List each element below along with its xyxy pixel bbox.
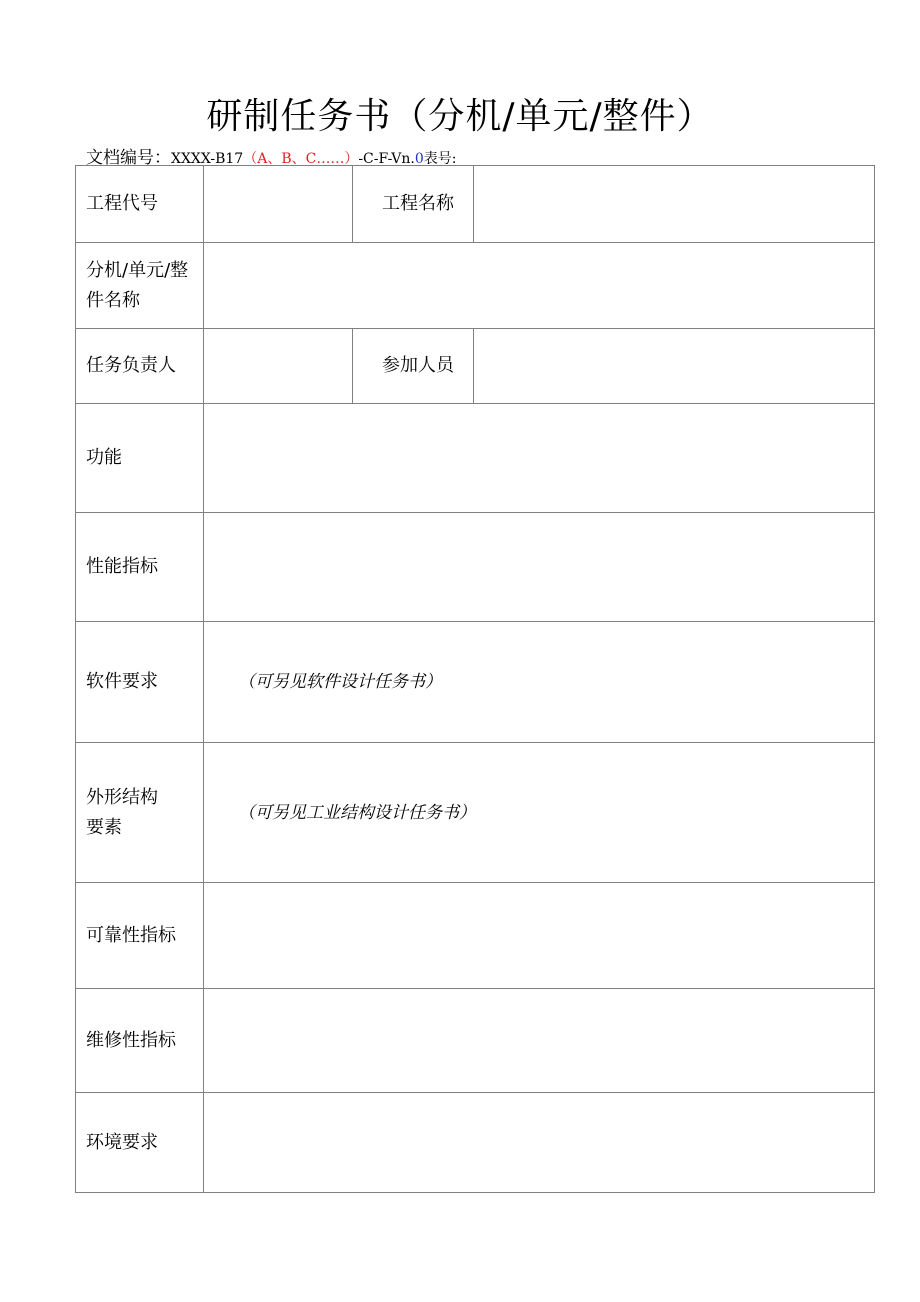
row-project	[76, 166, 875, 243]
project-code-field[interactable]	[204, 166, 353, 243]
doc-number-suffix: -C-F-Vn.	[358, 151, 415, 167]
environment-label: 环境要求	[76, 1093, 204, 1193]
doc-number-variants: （A、B、C……）	[243, 151, 359, 167]
form-number-label: 表号:	[423, 151, 457, 167]
project-code-label: 工程代号	[76, 166, 204, 243]
software-note: （可另见软件设计任务书）	[238, 672, 442, 692]
doc-number-prefix: XXXX-B17	[171, 151, 244, 167]
participants-label: 参加人员	[353, 329, 474, 404]
performance-field[interactable]	[204, 513, 875, 622]
maintainability-label: 维修性指标	[76, 989, 204, 1093]
unit-name-label	[76, 243, 204, 329]
doc-number-label: 文档编号：	[86, 148, 171, 168]
software-label: 软件要求	[76, 622, 204, 743]
unit-name-label-text: 分机/单元/整件名称	[86, 259, 189, 311]
task-owner-field[interactable]	[204, 329, 353, 404]
row-personnel	[76, 329, 875, 404]
project-name-field[interactable]	[474, 166, 875, 243]
reliability-field[interactable]	[204, 883, 875, 989]
task-owner-label: 任务负责人	[76, 329, 204, 404]
environment-field[interactable]	[204, 1093, 875, 1193]
row-environment	[76, 1093, 875, 1193]
project-name-label: 工程名称	[353, 166, 474, 243]
maintainability-field[interactable]	[204, 989, 875, 1093]
row-software	[76, 622, 875, 743]
row-maintainability	[76, 989, 875, 1093]
row-function	[76, 404, 875, 513]
structure-note: （可另见工业结构设计任务书）	[238, 802, 476, 823]
unit-name-field[interactable]	[204, 243, 875, 329]
row-unit-name	[76, 243, 875, 329]
structure-label-text: 外形结构要素	[86, 786, 158, 838]
document-title: 研制任务书（分机/单元/整件）	[206, 96, 714, 137]
participants-field[interactable]	[474, 329, 875, 404]
structure-label	[76, 743, 204, 883]
structure-field[interactable]	[204, 743, 875, 883]
row-performance	[76, 513, 875, 622]
doc-number-version: 0	[414, 151, 424, 167]
performance-label: 性能指标	[76, 513, 204, 622]
reliability-label: 可靠性指标	[76, 883, 204, 989]
task-form-table	[75, 165, 875, 1193]
row-structure	[76, 743, 875, 883]
function-label: 功能	[76, 404, 204, 513]
function-field[interactable]	[204, 404, 875, 513]
row-reliability	[76, 883, 875, 989]
software-field[interactable]	[204, 622, 875, 743]
